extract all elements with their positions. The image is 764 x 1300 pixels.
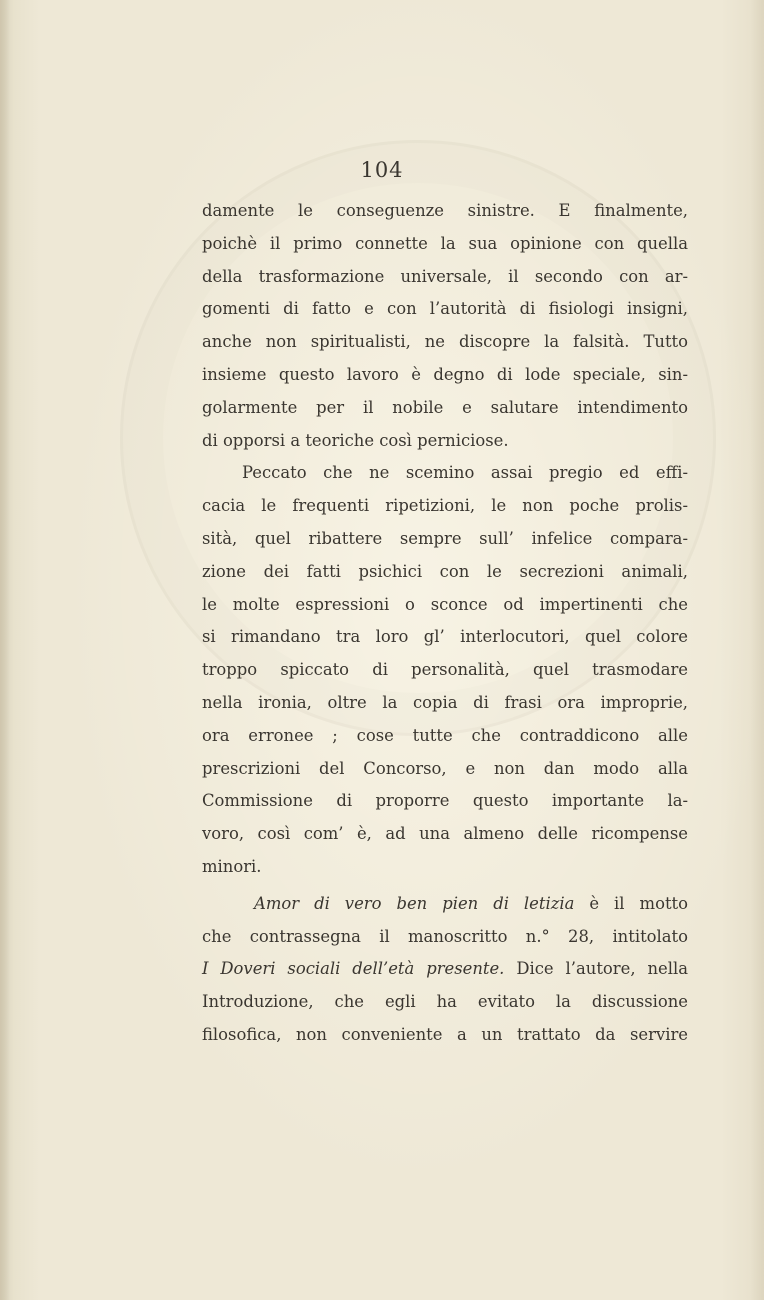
- text-line: che contrassegna il manoscritto n.° 28, intitolato: [202, 926, 688, 946]
- text-line: sità, quel ribattere sempre sull’ infelice compara-: [202, 528, 688, 548]
- text-line: si rimandano tra loro gl’ interlocutori, quel colore: [202, 627, 688, 647]
- text-line: ora erronee ; cose tutte che contraddicono alle: [202, 725, 688, 745]
- text-line: damente le conseguenze sinistre. E finalmente,: [202, 201, 688, 220]
- text-line: cacia le frequenti ripetizioni, le non poche prolis-: [202, 496, 688, 516]
- text-line: della trasformazione universale, il secondo con ar-: [202, 266, 688, 286]
- text-fragment: Dice l’autore, nella: [504, 959, 688, 979]
- text-line: Peccato che ne scemino assai pregio ed effi-: [242, 463, 688, 483]
- text-line: insieme questo lavoro è degno di lode speciale, sin-: [202, 364, 688, 384]
- text-line: prescrizioni del Concorso, e non dan modo alla: [202, 758, 688, 778]
- work-title: I Doveri sociali dell’età presente.: [202, 959, 505, 979]
- text-line: le molte espressioni o sconce od impertinenti che: [202, 594, 688, 614]
- page-number: 104: [360, 158, 404, 182]
- paragraph-3: [202, 888, 688, 1052]
- paragraph-2: [202, 457, 688, 883]
- paragraph-1: [202, 195, 688, 457]
- text-line: golarmente per il nobile e salutare intendimento: [202, 397, 688, 417]
- text-line: Commissione di proporre questo importante la-: [202, 791, 688, 811]
- text-line: [202, 953, 688, 986]
- text-line: nella ironia, oltre la copia di frasi ora improprie,: [202, 692, 688, 712]
- text-line: minori.: [202, 856, 262, 876]
- text-line: filosofica, non conveniente a un trattato da servire: [202, 1024, 688, 1044]
- text-line: di opporsi a teoriche così perniciose.: [202, 430, 509, 450]
- page-right-edge: [750, 0, 764, 1300]
- text-line: troppo spiccato di personalità, quel trasmodare: [202, 660, 688, 680]
- text-line: voro, così com’ è, ad una almeno delle ricompense: [202, 824, 688, 844]
- text-line: [202, 888, 688, 921]
- text-line: Introduzione, che egli ha evitato la discussione: [202, 992, 688, 1012]
- text-line: poichè il primo connette la sua opinione con quella: [202, 233, 688, 253]
- text-fragment: è il motto: [574, 893, 688, 913]
- body-text: [202, 195, 688, 1052]
- text-line: anche non spiritualisti, ne discopre la falsità. Tutto: [202, 332, 688, 352]
- text-line: gomenti di fatto e con l’autorità di fisiologi insigni,: [202, 299, 688, 319]
- text-line: zione dei fatti psichici con le secrezioni animali,: [202, 561, 688, 581]
- motto-text: Amor di vero ben pien di letizia: [254, 893, 575, 913]
- page-left-edge: [0, 0, 10, 1300]
